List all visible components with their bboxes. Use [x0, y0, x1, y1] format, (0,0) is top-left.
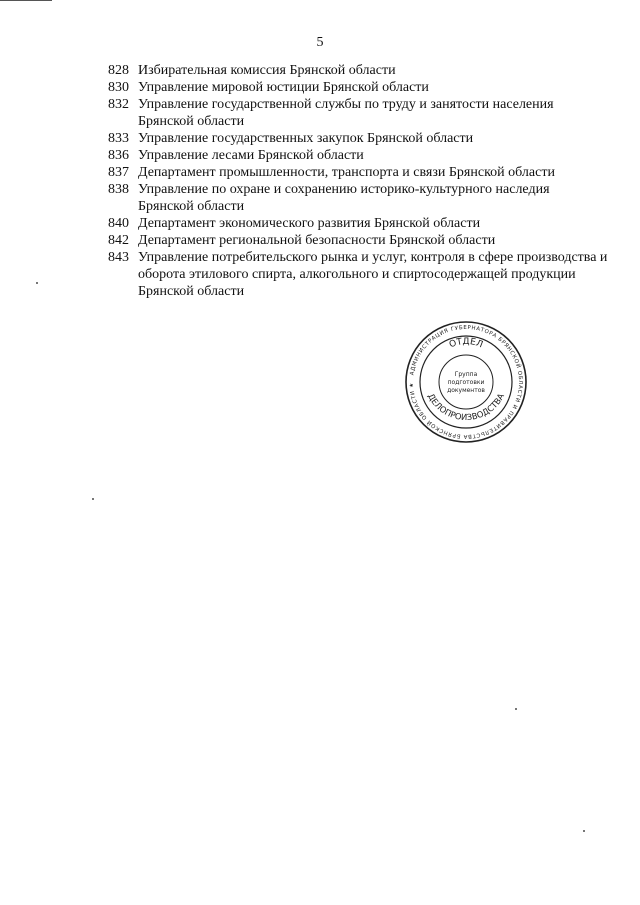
entry-name: Управление государственных закупок Брянской области — [138, 131, 474, 146]
entry-code: 837 — [108, 165, 129, 180]
list-item — [108, 96, 608, 130]
scan-speck — [515, 708, 517, 710]
entry-name: Департамент региональной безопасности Брянской области — [138, 233, 496, 248]
entry-code: 838 — [108, 182, 129, 197]
list-item — [108, 62, 608, 79]
list-item — [108, 215, 608, 232]
entry-name: Управление государственной службы по труду и занятости населения Брянской области — [138, 97, 554, 129]
svg-text:ОТДЕЛ — [448, 337, 484, 350]
entry-code: 832 — [108, 97, 129, 112]
office-stamp — [404, 320, 528, 444]
scan-speck — [92, 498, 94, 500]
stamp-center-line: подготовки — [447, 379, 485, 386]
entry-code: 830 — [108, 80, 129, 95]
list-item — [108, 249, 608, 300]
entry-code: 842 — [108, 233, 129, 248]
scan-speck — [36, 282, 38, 284]
entry-code: 843 — [108, 250, 129, 265]
stamp-center-line: Группа — [454, 371, 478, 378]
list-item — [108, 232, 608, 249]
entry-name: Департамент экономического развития Брянской области — [138, 216, 481, 231]
code-list — [108, 62, 608, 300]
stamp-outer-text: АДМИНИСТРАЦИЯ ГУБЕРНАТОРА БРЯНСКОЙ ОБЛАСТИ И ПРАВИТЕЛЬСТВА БРЯНСКОЙ ОБЛАСТИ ★ — [408, 324, 524, 440]
svg-text:ДЕЛОПРОИЗВОДСТВА — [426, 391, 506, 422]
entry-code: 840 — [108, 216, 129, 231]
scan-speck — [583, 830, 585, 832]
list-item — [108, 79, 608, 96]
list-item — [108, 130, 608, 147]
entry-code: 833 — [108, 131, 129, 146]
list-item — [108, 164, 608, 181]
entry-code: 828 — [108, 63, 129, 78]
list-item — [108, 181, 608, 215]
entry-name: Департамент промышленности, транспорта и связи Брянской области — [138, 165, 555, 180]
entry-name: Управление потребительского рынка и услуг, контроля в сфере производства и оборота этилового спирта, алкогольного и спиртосодержащей продукции Брянской области — [138, 250, 608, 299]
page-number: 5 — [316, 35, 324, 50]
list-item — [108, 147, 608, 164]
entry-code: 836 — [108, 148, 129, 163]
entry-name: Избирательная комиссия Брянской области — [138, 63, 396, 78]
stamp-ring-bottom: ДЕЛОПРОИЗВОДСТВА — [425, 391, 507, 423]
stamp-center-line: документов — [447, 387, 485, 394]
stamp-ring-top: ОТДЕЛ — [447, 336, 485, 351]
top-edge-line — [0, 0, 52, 1]
entry-name: Управление мировой юстиции Брянской области — [138, 80, 429, 95]
entry-name: Управление лесами Брянской области — [138, 148, 364, 163]
entry-name: Управление по охране и сохранению историко-культурного наследия Брянской области — [138, 182, 550, 214]
